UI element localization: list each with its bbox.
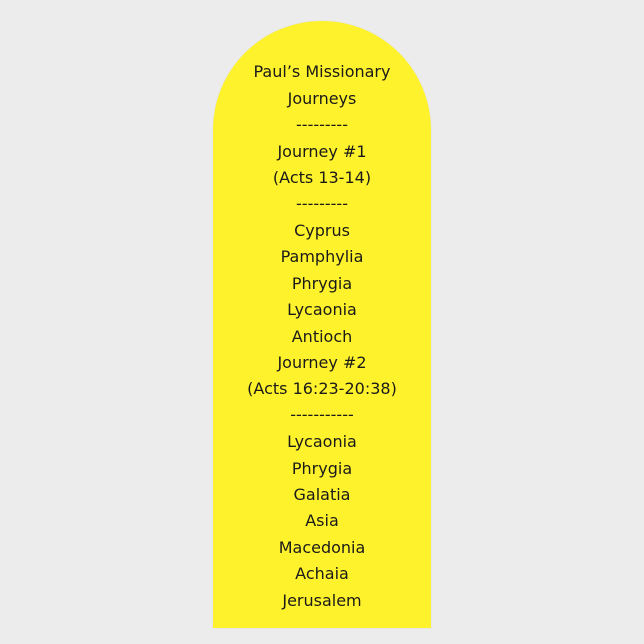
place-item: Phrygia xyxy=(291,274,353,293)
divider: --------- xyxy=(296,194,348,213)
title-line-2: Journeys xyxy=(287,89,357,108)
divider: ----------- xyxy=(290,405,354,424)
journey-1-reference: (Acts 13-14) xyxy=(272,168,372,187)
journey-2-reference: (Acts 16:23-20:38) xyxy=(247,379,397,398)
place-item: Phrygia xyxy=(291,459,353,478)
place-item: Asia xyxy=(305,511,339,530)
place-item: Galatia xyxy=(293,485,351,504)
journey-1-heading: Journey #1 xyxy=(277,142,367,161)
place-item: Antioch xyxy=(291,327,353,346)
place-item: Achaia xyxy=(295,564,349,583)
journey-2-heading: Journey #2 xyxy=(277,353,367,372)
place-item: Lycaonia xyxy=(287,432,357,451)
place-item: Macedonia xyxy=(278,538,366,557)
place-item: Cyprus xyxy=(294,221,350,240)
place-item: Pamphylia xyxy=(280,247,364,266)
place-item: Lycaonia xyxy=(287,300,357,319)
divider: --------- xyxy=(296,115,348,134)
place-item: Jerusalem xyxy=(282,591,362,610)
title-line-1: Paul’s Missionary xyxy=(253,62,391,81)
